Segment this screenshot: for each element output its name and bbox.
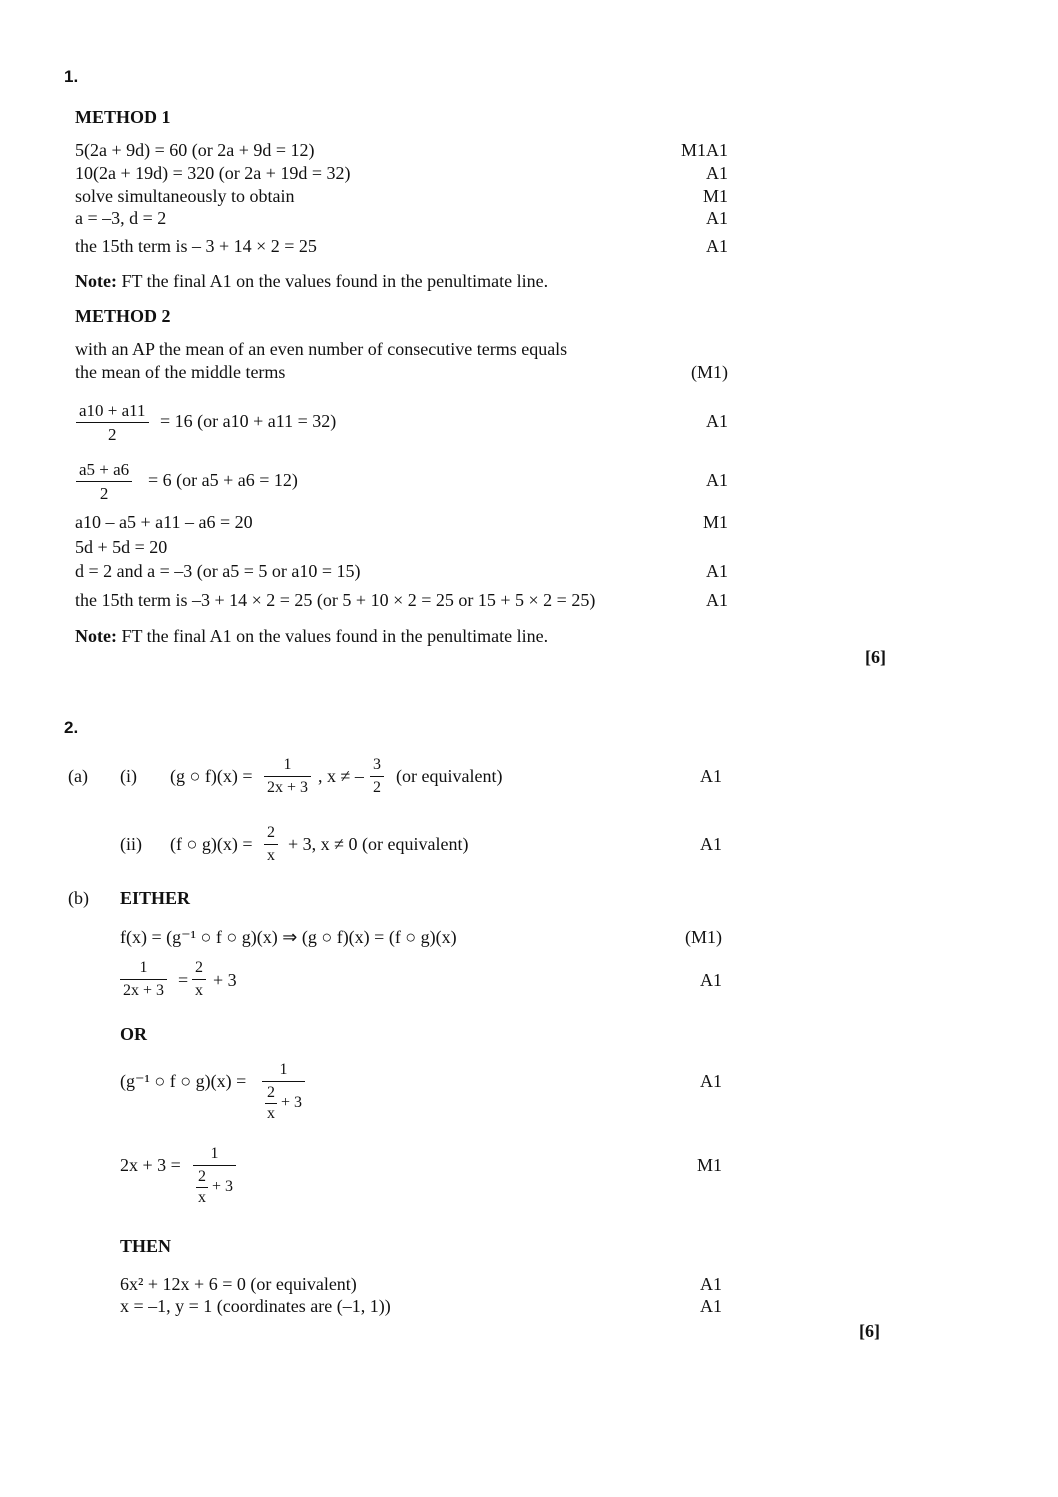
m1-line-5: the 15th term is – 3 + 14 × 2 = 25 — [75, 236, 317, 256]
part-a-ii-tail: + 3, x ≠ 0 (or equivalent) — [288, 834, 469, 854]
m2-mark-8: A1 — [706, 590, 728, 610]
part-b-eq2-mark: A1 — [700, 1071, 722, 1091]
part-a-ii-lhs: (f ○ g)(x) = — [170, 834, 253, 854]
part-b-eq2-den-den: x — [267, 1105, 275, 1122]
part-a-i-lhs: (g ○ f)(x) = — [170, 766, 253, 786]
m2-note-label: Note: — [75, 626, 117, 646]
then-line-2-mark: A1 — [700, 1296, 722, 1316]
part-b-line-1: f(x) = (g⁻¹ ○ f ○ g)(x) ⇒ (g ○ f)(x) = (f ○ g)(x) — [120, 927, 457, 947]
m2-line-2: the mean of the middle terms — [75, 362, 286, 382]
m2-note — [75, 627, 548, 645]
m2-frac-1-rest: = 16 (or a10 + a11 = 32) — [160, 411, 337, 431]
method-2-heading: METHOD 2 — [75, 306, 171, 326]
m1-note — [75, 272, 548, 290]
question-1-number: 1. — [64, 67, 79, 86]
m1-mark-2: A1 — [706, 163, 728, 183]
part-b-eq1-num: 1 — [120, 960, 167, 980]
then-heading: THEN — [120, 1236, 172, 1256]
part-a-ii-frac-den: x — [267, 847, 275, 864]
m1-mark-5: A1 — [706, 236, 728, 256]
part-b-eq1-lfrac — [120, 960, 167, 999]
part-b-eq1-den: 2x + 3 — [123, 982, 165, 999]
m2-line-5: a10 – a5 + a11 – a6 = 20 — [75, 512, 253, 532]
m2-line-7: d = 2 and a = –3 (or a5 = 5 or a10 = 15) — [75, 561, 361, 581]
part-b-eq1-rfrac — [192, 960, 206, 999]
part-b-eq2-den-frac — [265, 1085, 277, 1122]
m2-frac-2-rest: = 6 (or a5 + a6 = 12) — [148, 470, 298, 490]
m1-mark-3: M1 — [702, 186, 728, 206]
then-line-1-mark: A1 — [700, 1274, 722, 1294]
part-b-eq2-lhs: (g⁻¹ ○ f ○ g)(x) = — [120, 1071, 247, 1091]
part-a-i-cond: , x ≠ – — [318, 766, 364, 786]
q2-total: [6] — [859, 1321, 880, 1341]
m2-mark-3: A1 — [706, 411, 728, 431]
m2-mark-4: A1 — [706, 470, 728, 490]
part-a-i-tail: (or equivalent) — [396, 766, 503, 786]
q1-total: [6] — [865, 647, 886, 667]
m1-mark-4: A1 — [706, 208, 728, 228]
part-a-i-mark: A1 — [700, 766, 722, 786]
m2-frac-2-den: 2 — [99, 484, 109, 503]
m1-line-2: 10(2a + 19d) = 320 (or 2a + 19d = 32) — [75, 163, 351, 183]
part-a-i-frac-num: 1 — [264, 757, 311, 777]
m2-mark-7: A1 — [706, 561, 728, 581]
part-b-eq1-rnum: 2 — [192, 960, 206, 980]
m2-frac-1-den: 2 — [108, 425, 117, 444]
then-line-2: x = –1, y = 1 (coordinates are (–1, 1)) — [120, 1296, 391, 1316]
part-b-eq3-mark: M1 — [696, 1155, 722, 1175]
part-b-eq3-den-den: x — [198, 1189, 206, 1206]
part-b-eq3-den-num: 2 — [196, 1169, 208, 1188]
part-b-eq1-tail: + 3 — [213, 970, 237, 990]
part-a-i-frac — [264, 757, 311, 796]
m2-line-8: the 15th term is –3 + 14 × 2 = 25 (or 5 + 10 × 2 = 25 or 15 + 5 × 2 = 25) — [75, 590, 596, 610]
part-b-eq2-den-tail: + 3 — [281, 1094, 303, 1112]
part-b-eq3-frac — [193, 1146, 236, 1206]
part-a-label: (a) — [68, 766, 88, 786]
part-a-i-cond-frac — [370, 757, 384, 796]
either-heading: EITHER — [120, 888, 191, 908]
method-1-heading: METHOD 1 — [75, 107, 171, 127]
part-b-eq2-den — [262, 1082, 305, 1122]
question-2-number: 2. — [64, 718, 79, 737]
part-b-line-1-mark: (M1) — [685, 927, 722, 947]
m2-line-1: with an AP the mean of an even number of consecutive terms equals — [75, 339, 568, 359]
or-heading: OR — [120, 1024, 147, 1044]
part-b-eq3-den-tail: + 3 — [212, 1178, 234, 1196]
part-a-i-label: (i) — [120, 766, 137, 786]
m2-frac-1 — [76, 402, 149, 443]
part-b-eq1-eq: = — [178, 970, 189, 990]
part-b-eq3-num: 1 — [193, 1146, 236, 1166]
m2-mark-2: (M1) — [691, 362, 728, 382]
part-b-eq2-frac — [262, 1062, 305, 1122]
m1-note-label: Note: — [75, 271, 117, 291]
part-a-i-frac-den: 2x + 3 — [267, 779, 309, 796]
part-b-eq3-den — [193, 1166, 236, 1206]
m1-line-4: a = –3, d = 2 — [75, 208, 167, 228]
part-b-eq2-num: 1 — [262, 1062, 305, 1082]
m2-note-text: FT the final A1 on the values found in the penultimate line. — [121, 626, 549, 646]
part-b-eq3-den-frac — [196, 1169, 208, 1206]
m2-frac-2-num: a5 + a6 — [76, 461, 132, 482]
part-b-eq2-den-num: 2 — [265, 1085, 277, 1104]
m2-line-6: 5d + 5d = 20 — [75, 537, 168, 557]
part-a-ii-mark: A1 — [700, 834, 722, 854]
m1-line-3: solve simultaneously to obtain — [75, 186, 295, 206]
part-b-eq1-mark: A1 — [700, 970, 722, 990]
part-a-ii-frac — [264, 825, 278, 864]
part-a-ii-label: (ii) — [120, 834, 142, 854]
m2-frac-1-num: a10 + a11 — [76, 402, 149, 423]
part-a-i-cond-frac-den: 2 — [373, 779, 381, 796]
part-b-eq3-lhs: 2x + 3 = — [120, 1155, 181, 1175]
m1-line-1: 5(2a + 9d) = 60 (or 2a + 9d = 12) — [75, 140, 315, 160]
m2-mark-5: M1 — [702, 512, 728, 532]
part-b-eq1-rden: x — [195, 982, 203, 999]
part-a-ii-frac-num: 2 — [264, 825, 278, 845]
part-b-label: (b) — [68, 888, 89, 908]
m1-mark-1: M1A1 — [680, 140, 728, 160]
part-a-i-cond-frac-num: 3 — [370, 757, 384, 777]
then-line-1: 6x² + 12x + 6 = 0 (or equivalent) — [120, 1274, 357, 1294]
m1-note-text: FT the final A1 on the values found in the penultimate line. — [121, 271, 549, 291]
m2-frac-2 — [76, 461, 132, 502]
